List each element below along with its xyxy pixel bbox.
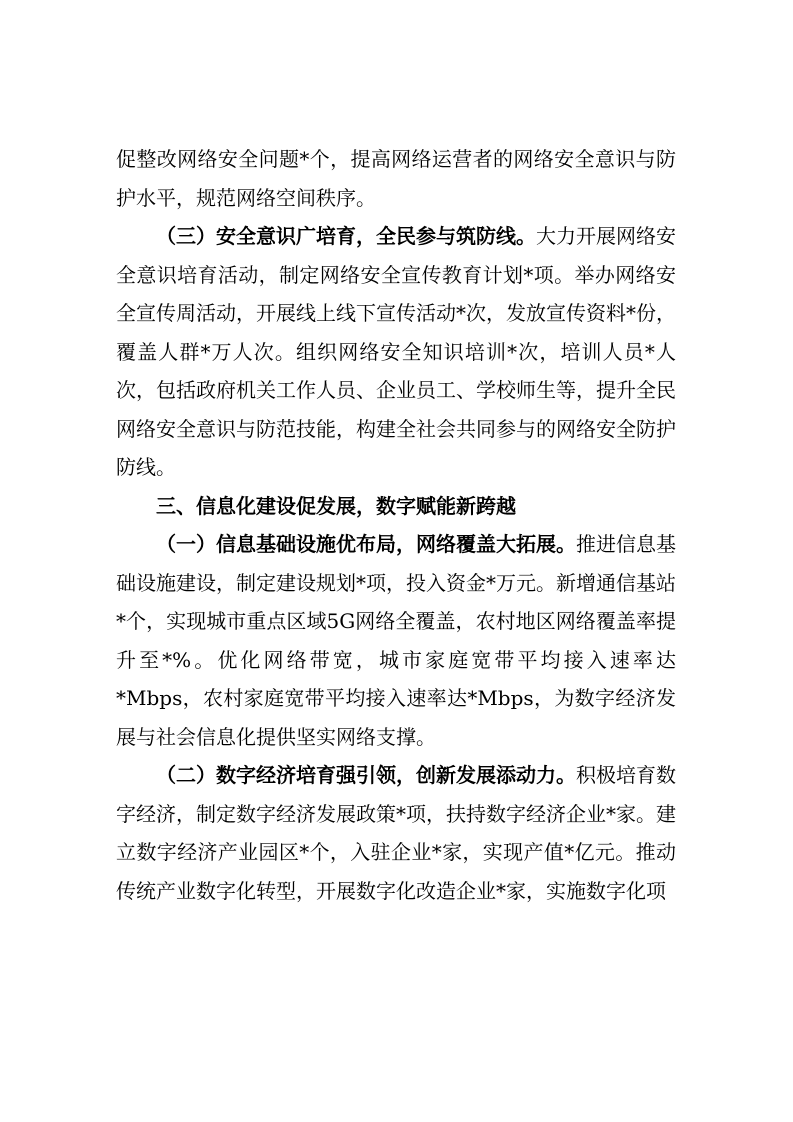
paragraph-infrastructure	[116, 525, 676, 756]
document-body	[116, 140, 676, 910]
section-heading: 三、信息化建设促发展，数字赋能新跨越	[156, 493, 516, 518]
paragraph-digital-economy	[116, 756, 676, 910]
paragraph-text: 促整改网络安全问题*个，提高网络运营者的网络安全意识与防护水平，规范网络空间秩序。	[116, 147, 676, 210]
paragraph-lead: （一）信息基础设施优布局，网络覆盖大拓展。	[156, 532, 576, 556]
paragraph-lead: （二）数字经济培育强引领，创新发展添动力。	[156, 763, 576, 787]
paragraph-continuation	[116, 140, 676, 217]
paragraph-security-awareness	[116, 217, 676, 487]
paragraph-lead: （三）安全意识广培育，全民参与筑防线。	[156, 224, 536, 248]
paragraph-text: 积极培育数字经济，制定数字经济发展政策*项，扶持数字经济企业*家。建立数字经济产业园区*个，入驻企业*家，实现产值*亿元。推动传统产业数字化转型，开展数字化改造企业*家，实施数字化项	[116, 763, 676, 903]
paragraph-text: 大力开展网络安全意识培育活动，制定网络安全宣传教育计划*项。举办网络安全宣传周活动，开展线上线下宣传活动*次，发放宣传资料*份，覆盖人群*万人次。组织网络安全知识培训*次，培训人员*人次，包括政府机关工作人员、企业员工、学校师生等，提升全民网络安全意识与防范技能，构建全社会共同参与的网络安全防护防线。	[116, 224, 676, 479]
paragraph-text: 推进信息基础设施建设，制定建设规划*项，投入资金*万元。新增通信基站*个，实现城市重点区域5G网络全覆盖，农村地区网络覆盖率提升至*%。优化网络带宽，城市家庭宽带平均接入速率达*Mbps，农村家庭宽带平均接入速率达*Mbps，为数字经济发展与社会信息化提供坚实网络支撑。	[116, 532, 676, 749]
